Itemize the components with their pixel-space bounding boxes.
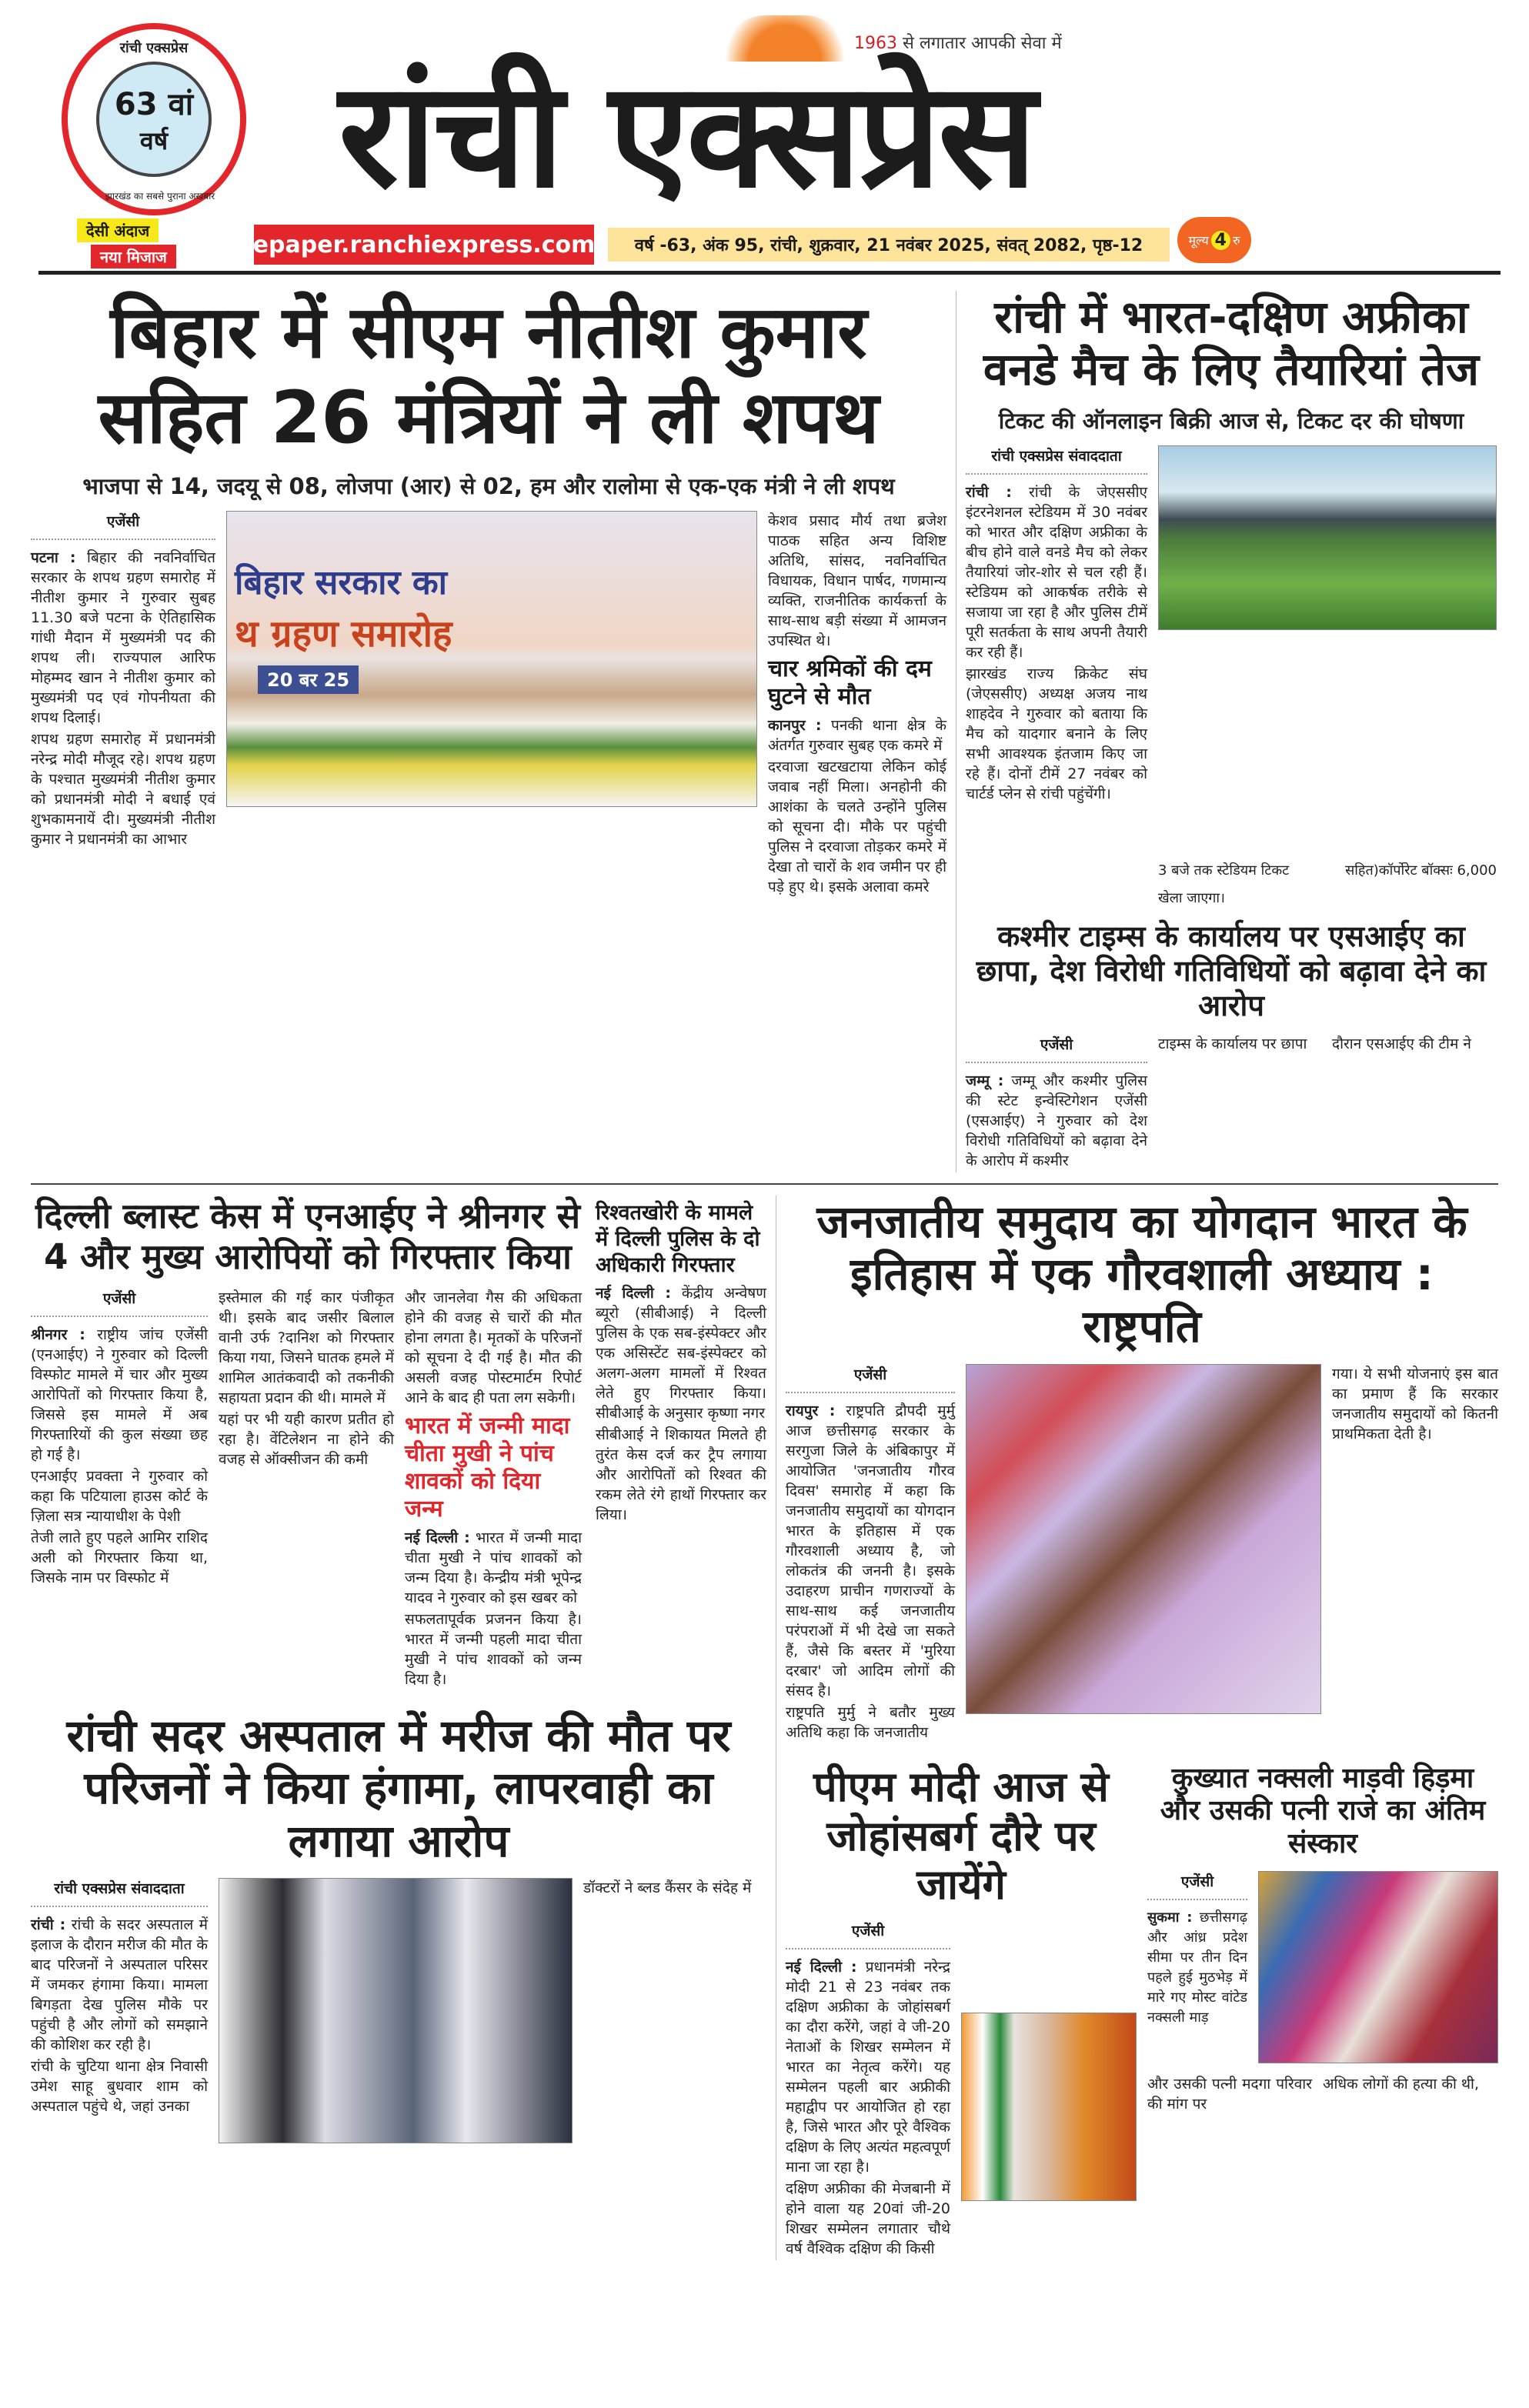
lower-right-stack xyxy=(786,1196,1498,2260)
cricket-byline: रांची एक्सप्रेस संवाददाता xyxy=(966,445,1147,475)
tribal-body xyxy=(786,1401,955,1743)
lead-body xyxy=(31,548,215,849)
badge-naya-mizaj: नया मिजाज xyxy=(91,245,176,268)
tribal-paragraph-1: राष्ट्रपति द्रौपदी मुर्मु आज छत्तीसगढ़ सरकार के सरगुजा जिले के अंबिकापुर में आयोजित 'जनजातीय गौरव दिवस' समारोह में कहा कि जनजातीय समुदायों का योगदान भारत के इतिहास में एक गौरवशाली अध्याय है, जो लोकतंत्र की जननी है। इसके उदाहरण प्राचीन गणराज्यों के साथ-साथ कई जनजातीय परंपराओं में भी देखे जा सकते हैं, जैसे कि बस्तर में 'मुरिया दरबार' जो आदिम लोगों की संसद है। xyxy=(786,1402,955,1699)
cricket-place: रांची : xyxy=(966,484,1012,502)
bribery-story xyxy=(596,1196,766,1526)
bribery-place: नई दिल्ली : xyxy=(596,1284,671,1302)
cricket-tail-2: सहित)कॉर्पोरेट बॉक्सः 6,000 xyxy=(1345,862,1497,879)
blast-bribery-row xyxy=(31,1196,766,1691)
hospital-column-1 xyxy=(31,1878,208,2118)
cheetah-body xyxy=(405,1528,582,1689)
cheetah-paragraph-2: सफलतापूर्वक प्रजनन किया है। भारत में जन्मी पहली मादा चीता मुखी ने पांच शावकों को जन्म दिया है। xyxy=(405,1610,582,1688)
price-value: 4 xyxy=(1211,231,1230,250)
lead-paragraph-2: शपथ ग्रहण समारोह में प्रधानमंत्री नरेन्द्र मोदी मौजूद रहे। शपथ ग्रहण के पश्चात मुख्यमंत्री नीतीश कुमार को प्रधानमंत्री मोदी ने बधाई एवं शुभकामनायें दी। मुख्यमंत्री नीतीश कुमार ने प्रधानमंत्री का आभार xyxy=(31,731,215,849)
kashmir-paragraph-3: दौरान एसआईए की टीम ने xyxy=(1332,1035,1471,1052)
kashmir-place: जम्मू : xyxy=(966,1072,1004,1089)
kashmir-headline: कश्मीर टाइम्स के कार्यालय पर एसआईए का छापा, देश विरोधी गतिविधियों को बढ़ावा देने का आरोप xyxy=(976,919,1487,1022)
cheetah-place: नई दिल्ली : xyxy=(405,1529,470,1546)
kashmir-body xyxy=(966,1071,1147,1171)
cricket-tail xyxy=(1158,861,1497,909)
tagline-year: 1963 xyxy=(854,34,897,53)
tribal-row xyxy=(786,1364,1498,1744)
hidma-paragraph-2: और उसकी पत्नी मदगा परिवार की मांग पर xyxy=(1147,2076,1312,2113)
hospital-paragraph-3: डॉक्टरों ने ब्लड कैंसर के संदेह में xyxy=(583,1879,752,1897)
lead-column-3 xyxy=(768,511,946,899)
lead-subhead: भाजपा से 14, जदयू से 08, लोजपा (आर) से 02, हम और रालोमा से एक-एक मंत्री ने ली शपथ xyxy=(82,472,895,499)
dateline: वर्ष -63, अंक 95, रांची, शुक्रवार, 21 नवंबर 2025, संवत् 2082, पृष्ठ-12 xyxy=(608,228,1170,262)
lead-columns-continued xyxy=(226,807,757,1130)
hidma-body xyxy=(1147,1908,1247,2028)
price-badge xyxy=(1177,217,1251,263)
hidma-row-2 xyxy=(1147,2074,1498,2114)
blast-paragraph-2: एनआईए प्रवक्ता ने गुरुवार को कहा कि पटियाला हाउस कोर्ट के ज़िला सत्र न्यायाधीश के पेशी xyxy=(31,1467,208,1525)
labourers-headline: चार श्रमिकों की दम घुटने से मौत xyxy=(768,655,932,711)
modi-photo xyxy=(961,2013,1137,2201)
blast-body xyxy=(31,1325,208,1588)
lower-left-stack xyxy=(31,1196,766,2144)
cricket-column-1 xyxy=(966,445,1147,805)
lead-photo-swearing-in xyxy=(226,511,757,807)
tribal-story xyxy=(786,1196,1498,1744)
photo-banner-text-1: बिहार सरकार का xyxy=(235,563,448,603)
labourers-paragraph-2: दरवाजा खटखटाया लेकिन कोई जवाब नहीं मिला। अनहोनी की आशंका के चलते उन्होंने पुलिस को सूचना दी। मौके पर पहुंची पुलिस ने दरवाजा तोड़कर कमरे में देखा तो चारों के शव जमीन पर ही पड़े हुए थे। इसके अलावा कमरे xyxy=(768,759,946,896)
blast-place: श्रीनगर : xyxy=(31,1326,85,1343)
lead-body-3 xyxy=(768,511,946,651)
hospital-place: रांची : xyxy=(31,1916,66,1934)
right-top-stack xyxy=(966,291,1497,1172)
tribal-place: रायपुर : xyxy=(786,1402,836,1419)
photo-banner-text-2: थ ग्रहण समारोह xyxy=(235,612,452,656)
labourers-paragraph-1: पनकी थाना क्षेत्र के अंतर्गत गुरुवार सुबह एक कमरे में xyxy=(768,717,946,755)
cheetah-paragraph-1: भारत में जन्मी मादा चीता मुखी ने पांच शावकों को जन्म दिया है। केन्द्रीय मंत्री भूपेन्द्र यादव ने गुरुवार को इस खबर को xyxy=(405,1529,582,1606)
hidma-paragraph-3: अधिक लोगों की हत्या की थी, xyxy=(1323,2076,1480,2093)
photo-banner-date: 20 बर 25 xyxy=(258,665,359,694)
modi-place: नई दिल्ली : xyxy=(786,1959,857,1976)
bribery-body xyxy=(596,1283,766,1525)
hospital-headline: रांची सदर अस्पताल में मरीज की मौत पर परिजनों ने किया हंगामा, लापरवाही का लगाया आरोप xyxy=(66,1709,731,1867)
lower-band xyxy=(0,1196,1529,2260)
hidma-row xyxy=(1147,1871,1498,2063)
cricket-row xyxy=(966,445,1497,909)
top-band xyxy=(0,291,1529,1172)
cricket-tail-1: 3 बजे तक स्टेडियम टिकट xyxy=(1158,862,1290,879)
masthead xyxy=(0,0,1529,278)
blast-column-2 xyxy=(219,1288,394,1471)
modi-story xyxy=(786,1763,1137,2260)
cricket-subhead: टिकट की ऑनलाइन बिक्री आज से, टिकट दर की घोषणा xyxy=(998,407,1464,434)
lead-row xyxy=(31,511,946,1130)
lead-paragraph-1: बिहार की नवनिर्वाचित सरकार के शपथ ग्रहण समारोह में नीतीश कुमार ने गुरुवार सुबह 11.30 बजे पटना के ऐतिहासिक गांधी मैदान में मुख्यमंत्री पद की शपथ ली। राज्यपाल आरिफ मोहम्मद खान ने नीतीश कुमार को मुख्यमंत्री पद एवं गोपनीयता की शपथ दिलाई। xyxy=(31,549,215,727)
cricket-paragraph-2: झारखंड राज्य क्रिकेट संघ (जेएससीए) अध्यक्ष अजय नाथ शाहदेव ने गुरुवार को बताया कि मैच को यादगार बनाने के लिए सभी आवश्यक इंतजाम किए जा रहे हैं। दोनों टीमें 27 नवंबर को चार्टर्ड प्लेन से रांची पहुंचेंगी। xyxy=(966,665,1147,803)
kashmir-column-1 xyxy=(966,1034,1147,1172)
cricket-headline: रांची में भारत-दक्षिण अफ्रीका वनडे मैच के लिए तैयारियां तेज xyxy=(983,291,1480,396)
hidma-paragraph-1: छत्तीसगढ़ और आंध्र प्रदेश सीमा पर तीन दिन पहले हुई मुठभेड़ में मारे गए मोस्ट वांटेड नक्सली माड़ xyxy=(1147,1909,1247,2026)
labourers-body xyxy=(768,715,946,897)
anniversary-number: 63 वां xyxy=(114,87,194,122)
tribal-headline: जनजातीय समुदाय का योगदान भारत के इतिहास में एक गौरवशाली अध्याय : राष्ट्रपति xyxy=(816,1195,1467,1353)
kashmir-byline: एजेंसी xyxy=(966,1034,1147,1063)
tribal-paragraph-3: गया। ये सभी योजनाएं इस बात का प्रमाण हैं कि सरकार जनजातीय समुदायों को कितनी प्राथमिकता देती है। xyxy=(1332,1365,1498,1442)
stadium-photo xyxy=(1158,445,1497,630)
cricket-story xyxy=(966,291,1497,909)
section-divider xyxy=(31,1183,1498,1185)
hidma-story xyxy=(1147,1763,1498,2114)
lead-column-middle xyxy=(226,511,757,1130)
cheetah-headline: भारत में जन्मी मादा चीता मुखी ने पांच शावकों को दिया जन्म xyxy=(405,1412,570,1523)
tribal-statue-photo xyxy=(966,1364,1321,1714)
hospital-story xyxy=(31,1709,766,2143)
kashmir-row xyxy=(966,1034,1497,1172)
price-label: मूल्य xyxy=(1188,233,1209,248)
masthead-rule xyxy=(38,271,1501,275)
tribal-byline: एजेंसी xyxy=(786,1364,955,1393)
bribery-paragraph-1: केंद्रीय अन्वेषण ब्यूरो (सीबीआई) ने दिल्ली पुलिस के एक सब-इंस्पेक्टर और एक असिस्टेंट सब-इंस्पेक्टर को अलग-अलग मामलों में रिश्वत लेते हुए गिरफ्तार किया। सीबीआई के अनुसार कृष्णा नगर xyxy=(596,1284,766,1422)
modi-body xyxy=(786,1957,950,2259)
hospital-row xyxy=(31,1878,766,2143)
blast-paragraph-4: और जानलेवा गैस की अधिकता होने की वजह से चारों की मौत होना लगता है। मृतकों के परिजनों को सूचना दे दी गई है। मौत की असली वजह पोस्टमार्टम रिपोर्ट आने के बाद ही पता लग सकेगी। xyxy=(405,1289,582,1406)
hidma-byline: एजेंसी xyxy=(1147,1871,1247,1900)
tribal-paragraph-2: राष्ट्रपति मुर्मु ने बतौर मुख्य अतिथि कहा कि जनजातीय xyxy=(786,1703,955,1741)
hospital-byline: रांची एक्सप्रेस संवाददाता xyxy=(31,1878,208,1907)
anniversary-seal xyxy=(62,23,246,215)
hidma-place: सुकमा : xyxy=(1147,1909,1193,1926)
tribal-column-1 xyxy=(786,1364,955,1744)
hidma-funeral-photo xyxy=(1258,1871,1498,2063)
hidma-headline: कुख्यात नक्सली माड़वी हिड़मा और उसकी पत्नी राजे का अंतिम संस्कार xyxy=(1160,1762,1486,1859)
tagline-text: से लगातार आपकी सेवा में xyxy=(903,34,1062,53)
modi-paragraph-1: प्रधानमंत्री नरेन्द्र मोदी 21 से 23 नवंबर तक दक्षिण अफ्रीका के जोहांसबर्ग का दौरा करेंगे, जहां वे जी-20 नेताओं के शिखर सम्मेलन में भारत का नेतृत्व करेंगे। यह सम्मेलन पहली बार अफ्रीकी महाद्वीप पर आयोजित हो रहा है, जिसे भारत और पूरे वैश्विक दक्षिण के लिए अत्यंत महत्वपूर्ण माना जा रहा है। xyxy=(786,1959,950,2176)
lead-headline: बिहार में सीएम नीतीश कुमार सहित 26 मंत्रियों ने ली शपथ xyxy=(98,291,880,460)
blast-column-1 xyxy=(31,1288,208,1589)
bribery-headline: रिश्वतखोरी के मामले में दिल्ली पुलिस के दो अधिकारी गिरफ्तार xyxy=(596,1200,760,1277)
modi-hidma-row xyxy=(786,1763,1498,2260)
lead-dateline-place: पटना : xyxy=(31,549,76,567)
cricket-paragraph-1: रांची के जेएससीए इंटरनेशनल स्टेडियम में 30 नवंबर को भारत और दक्षिण अफ्रीका के बीच होने वाले वनडे मैच को लेकर तैयारियां जोर-शोर से चल रही हैं। स्टेडियम को आकर्षक तरीके से सजाया जा रहा है और पुलिस टीमें पूरी सतर्कता के साथ अपनी तैयारी कर रही हैं। xyxy=(966,484,1147,662)
hospital-paragraph-2: रांची के चुटिया थाना क्षेत्र निवासी उमेश साहू बुधवार शाम को अस्पताल पहुंचे थे, जहां उनका xyxy=(31,2058,208,2116)
cricket-rate-columns xyxy=(1158,630,1497,861)
modi-paragraph-2: दक्षिण अफ्रीका की मेजबानी में होने वाला यह 20वां जी-20 शिखर सम्मेलन लगातार चौथे वर्ष वैश्विक दक्षिण की किसी xyxy=(786,2180,950,2258)
blast-row xyxy=(31,1288,585,1691)
blast-headline: दिल्ली ब्लास्ट केस में एनआईए ने श्रीनगर से 4 और मुख्य आरोपियों को गिरफ्तार किया xyxy=(35,1195,580,1277)
blast-story xyxy=(31,1196,585,1691)
labourers-place: कानपुर : xyxy=(768,717,822,735)
blast-paragraph-6: यहां पर भी यही कारण प्रतीत हो रहा है। वेंटिलेशन ना होने की वजह से ऑक्सीजन की कमी xyxy=(219,1410,394,1468)
kashmir-paragraph-1: जम्मू और कश्मीर पुलिस की स्टेट इन्वेस्टिगेशन एजेंसी (एसआईए) ने गुरुवार को देश विरोधी गतिविधियों को बढ़ावा देने के आरोप में कश्मीर xyxy=(966,1072,1147,1169)
newspaper-title: रांची एक्सप्रेस xyxy=(339,48,1034,220)
blast-byline: एजेंसी xyxy=(31,1288,208,1317)
kashmir-paragraph-2: टाइम्स के कार्यालय पर छापा xyxy=(1158,1035,1307,1052)
blast-paragraph-1: राष्ट्रीय जांच एजेंसी (एनआईए) ने गुरुवार को दिल्ली विस्फोट मामले में चार और मुख्य आरोपितों को गिरफ्तार किया है, जिससे इस मामले में अब गिरफ्तारियों की कुल संख्या छह हो गई है। xyxy=(31,1326,208,1463)
blast-column-3 xyxy=(405,1288,582,1691)
website-link[interactable]: epaper.ranchiexpress.com xyxy=(254,225,594,265)
cricket-column-2 xyxy=(1158,445,1497,909)
blast-paragraph-3: इस्तेमाल की गई कार पंजीकृत थी। इसके बाद जसीर बिलाल वानी उर्फ ?दानिश को गिरफ्तार किया गया, जिसने घातक हमले में शामिल आतंकवादी को तकनीकी सहायता प्रदान की थी। मामले में xyxy=(219,1289,395,1406)
lead-column-1 xyxy=(31,511,215,851)
price-unit: रु xyxy=(1232,233,1240,248)
seal-top-text: रांची एक्सप्रेस xyxy=(119,40,189,56)
lead-byline: एजेंसी xyxy=(31,511,215,540)
hospital-body xyxy=(31,1915,208,2116)
modi-row xyxy=(786,1920,1137,2260)
modi-column-1 xyxy=(786,1920,950,2260)
lead-paragraph-3: केशव प्रसाद मौर्य तथा ब्रजेश पाठक सहित अन्य विशिष्ट अतिथि, सांसद, नवनिर्वाचित विधायक, विधान पार्षद, गणमान्य व्यक्ति, राजनीतिक कार्यकर्त्ता के साथ-साथ बड़ी संख्या में आमजन उपस्थित थे। xyxy=(768,512,946,650)
hidma-column-1 xyxy=(1147,1871,1247,2029)
bribery-paragraph-2: सीबीआई ने शिकायत मिलते ही तुरंत केस दर्ज कर ट्रैप लगाया और आरोपितों को रिश्वत की रकम लेते रंगे हाथों गिरफ्तार कर लिया। xyxy=(596,1426,766,1523)
kashmir-story xyxy=(966,919,1497,1172)
modi-headline: पीएम मोदी आज से जोहांसबर्ग दौरे पर जायेंगे xyxy=(813,1762,1109,1909)
blast-paragraph-5: तेजी लाते हुए पहले आमिर राशिद अली को गिरफ्तार किया था, जिसके नाम पर विस्फोट में xyxy=(31,1529,208,1586)
modi-byline: एजेंसी xyxy=(786,1920,950,1949)
seal-bottom-text: झारखंड का सबसे पुराना अखबार xyxy=(105,191,215,202)
hospital-paragraph-1: रांची के सदर अस्पताल में इलाज के दौरान मरीज की मौत के बाद परिजनों ने अस्पताल परिसर में जमकर हंगामा किया। मामला बिगड़ता देख पुलिस मौके पर पहुंची है और लोगों को समझाने की कोशिश कर रही है। xyxy=(31,1916,208,2054)
cricket-body xyxy=(966,482,1147,804)
anniversary-sub: वर्ष xyxy=(139,126,169,155)
cricket-tail-3: खेला जाएगा। xyxy=(1158,890,1225,907)
lead-story xyxy=(31,291,946,1130)
hospital-photo xyxy=(219,1878,573,2143)
seal-center xyxy=(96,62,212,177)
badge-desi-andaz: देसी अंदाज xyxy=(77,218,159,242)
